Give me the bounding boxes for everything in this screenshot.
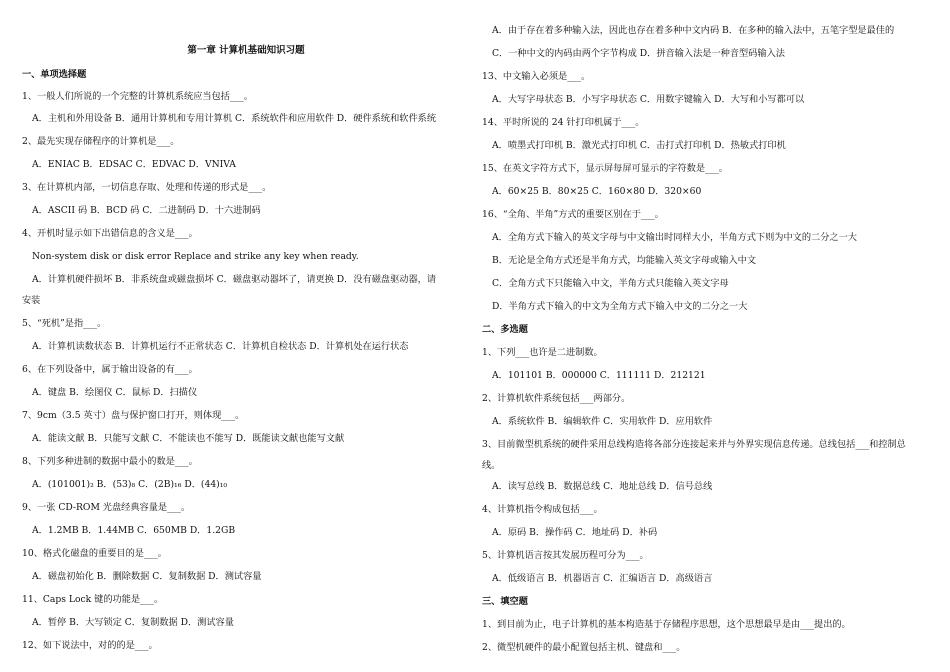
chapter-title: 第一章 计算机基础知识习题 (187, 45, 305, 56)
question-text: 1、到目前为止，电子计算机的基本构造基于存储程序思想，这个思想最早是由___提出的。 (482, 619, 851, 630)
answer-options: A．计算机读数状态 B．计算机运行不正常状态 C．计算机自检状态 D．计算机处在运行状态 (32, 341, 409, 352)
answer-options: A．键盘 B．绘图仪 C．鼠标 D．扫描仪 (32, 387, 198, 398)
answer-options: B．无论是全角方式还是半角方式，均能输入英文字母或输入中文 (492, 255, 757, 266)
question-text: 1、下列___也许是二进制数。 (482, 347, 603, 358)
section-heading: 三、填空题 (482, 596, 528, 607)
question-text: 15、在英文字符方式下，显示屏每屏可显示的字符数是___。 (482, 163, 728, 174)
answer-options: A．主机和外用设备 B．通用计算机和专用计算机 C．系统软件和应用软件 D．硬件系统和软件系统 (32, 113, 437, 124)
answer-options: A．喷墨式打印机 B．激光式打印机 C．击打式打印机 D．热敏式打印机 (492, 140, 786, 151)
question-text: 2、微型机硬件的最小配置包括主机、键盘和___。 (482, 642, 686, 653)
question-text: 10、格式化磁盘的重要目的是___。 (22, 548, 167, 559)
question-text: 11、Caps Lock 键的功能是___。 (22, 594, 164, 605)
question-text: 5、“死机”是指___。 (22, 318, 107, 329)
answer-options: C．一种中文的内码由两个字节构成 D．拼音输入法是一种音型码输入法 (492, 48, 785, 59)
question-text: 13、中文输入必须是___。 (482, 71, 591, 82)
answer-options: A．60×25 B．80×25 C．160×80 D．320×60 (492, 186, 702, 197)
answer-options: C．全角方式下只能输入中文，半角方式只能输入英文字母 (492, 278, 729, 289)
question-text: 5、计算机语言按其发展历程可分为___。 (482, 550, 649, 561)
answer-options: A．计算机硬件损坏 B．非系统盘或磁盘损坏 C．磁盘驱动器坏了，请更换 D．没有磁盘驱动器，请 (32, 274, 437, 285)
section-heading: 二、多选题 (482, 324, 528, 335)
answer-options: A．ENIAC B．EDSAC C．EDVAC D．VNIVA (32, 159, 236, 170)
question-text: 9、一张 CD-ROM 光盘经典容量是___。 (22, 502, 191, 513)
question-text: 2、最先实现存储程序的计算机是___。 (22, 136, 180, 147)
question-text: 16、“全角、半角”方式的重要区别在于___。 (482, 209, 664, 220)
answer-options: A．大写字母状态 B．小写字母状态 C．用数字键输入 D．大写和小写都可以 (492, 94, 805, 105)
answer-options: A．(101001)₂ B．(53)₈ C．(2B)₁₆ D．(44)₁₀ (32, 479, 228, 490)
question-text: 安装 (22, 295, 41, 306)
answer-options: A．由于存在着多种输入法，因此也存在着多种中文内码 B．在多种的输入法中，五笔字型是最佳的 (492, 25, 895, 36)
question-text: 3、目前微型机系统的硬件采用总线构造将各部分连接起来并与外界实现信息传递。总线包括___和控制总 (482, 439, 906, 450)
answer-options: A．系统软件 B．编辑软件 C．实用软件 D．应用软件 (492, 416, 713, 427)
answer-options: A．暂停 B．大写锁定 C．复制数据 D．测试容量 (32, 617, 234, 628)
question-text: 2、计算机软件系统包括___两部分。 (482, 393, 631, 404)
answer-options: A．原码 B．操作码 C．地址码 D．补码 (492, 527, 658, 538)
answer-options: A．全角方式下输入的英文字母与中文输出时同样大小，半角方式下则为中文的二分之一大 (492, 232, 857, 243)
question-text: 8、下列多种进制的数据中最小的数是___。 (22, 456, 198, 467)
question-text: 12、如下说法中，对的的是___。 (22, 640, 158, 651)
answer-options: A．能读文献 B．只能写文献 C．不能读也不能写 D．既能读文献也能写文献 (32, 433, 345, 444)
section-heading: 一、单项选择题 (22, 69, 87, 80)
answer-options: A．读写总线 B．数据总线 C．地址总线 D．信号总线 (492, 481, 713, 492)
question-text: 6、在下列设备中，属于输出设备的有___。 (22, 364, 198, 375)
answer-options: A．磁盘初始化 B．删除数据 C．复制数据 D．测试容量 (32, 571, 262, 582)
answer-options: A．ASCII 码 B．BCD 码 C．二进制码 D．十六进制码 (32, 205, 261, 216)
question-text: 1、一般人们所说的一个完整的计算机系统应当包括___。 (22, 91, 253, 102)
question-text: 14、平时所说的 24 针打印机属于___。 (482, 117, 645, 128)
answer-options: A．1.2MB B．1.44MB C．650MB D．1.2GB (32, 525, 236, 536)
question-text: 4、计算机指令构成包括___。 (482, 504, 603, 515)
question-text: 7、9cm（3.5 英寸）盘与保护窗口打开，则体现___。 (22, 410, 245, 421)
answer-options: D．半角方式下输入的中文为全角方式下输入中文的二分之一大 (492, 301, 748, 312)
question-text: 3、在计算机内部，一切信息存取、处理和传递的形式是___。 (22, 182, 272, 193)
answer-options: A．101101 B．000000 C．111111 D．212121 (492, 370, 706, 381)
question-text: 线。 (482, 460, 501, 471)
question-text: 4、开机时显示如下出错信息的含义是___。 (22, 228, 198, 239)
answer-options: Non-system disk or disk error Replace and strike any key when ready. (32, 251, 359, 262)
answer-options: A．低级语言 B．机器语言 C．汇编语言 D．高级语言 (492, 573, 713, 584)
